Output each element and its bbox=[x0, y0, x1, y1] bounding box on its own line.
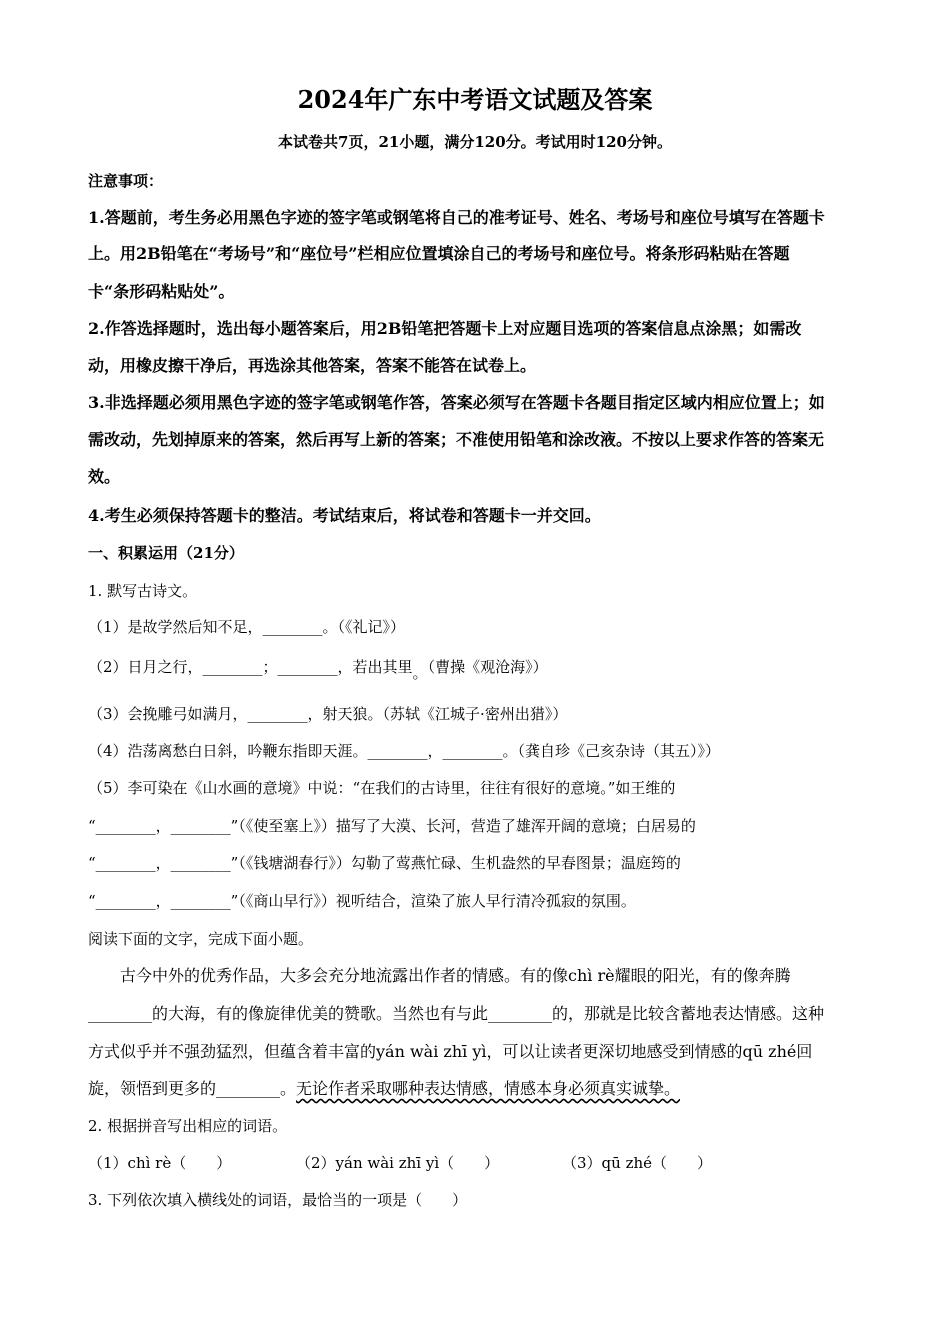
question-1-item: “________，________”（《钱塘湖春行》）勾勒了莺燕忙碌、生机盎然的早春图景；温庭筠的 bbox=[88, 854, 681, 872]
notice-line: 效。 bbox=[88, 467, 121, 486]
reading-passage-line: 方式似乎并不强劲猛烈，但蕴含着丰富的yán wài zhī yì，可以让读者更深切地感受到情感的qū zhé回 bbox=[88, 1042, 813, 1061]
page-title: 2024年广东中考语文试题及答案 bbox=[297, 85, 653, 114]
wavy-underlined-sentence: 无论作者采取哪种表达情感，情感本身必须真实诚挚。 bbox=[296, 1079, 681, 1098]
reading-passage-line: ________的大海，有的像旋律优美的赞歌。当然也有与此________的，那就是比较含蓄地表达情感。这种 bbox=[88, 1004, 825, 1023]
notice-line: 上。用2B铅笔在“考场号”和“座位号”栏相应位置填涂自己的考场号和座位号。将条形码粘贴在答题 bbox=[88, 244, 790, 263]
question-2-option: （3）qū zhé（ ） bbox=[562, 1154, 713, 1172]
passage-text: 旋，领悟到更多的________。 bbox=[88, 1079, 297, 1098]
question-1-item: “________，________”（《使至塞上》）描写了大漠、长河，营造了雄浑开阔的意境；白居易的 bbox=[88, 817, 696, 835]
notice-line: 4.考生必须保持答题卡的整洁。考试结束后，将试卷和答题卡一并交回。 bbox=[88, 506, 601, 525]
question-1-item bbox=[88, 656, 548, 682]
question-1-item: （1）是故学然后知不足，________。（《礼记》） bbox=[88, 618, 406, 636]
reading-passage-line: 古今中外的优秀作品，大多会充分地流露出作者的情感。有的像chì rè耀眼的阳光，有的像奔腾 bbox=[120, 966, 791, 985]
exam-info: 本试卷共7页，21小题，满分120分。考试用时120分钟。 bbox=[278, 133, 672, 151]
question-3-stem: 3. 下列依次填入横线处的词语，最恰当的一项是（ ） bbox=[88, 1191, 468, 1209]
notice-heading: 注意事项： bbox=[88, 172, 164, 190]
notice-line: 需改动，先划掉原来的答案，然后再写上新的答案；不准使用铅笔和涂改液。不按以上要求作答的答案无 bbox=[88, 430, 825, 449]
notice-line: 3.非选择题必须用黑色字迹的签字笔或钢笔作答，答案必须写在答题卡各题目指定区域内相应位置上；如 bbox=[88, 393, 825, 412]
question-1-item: “________，________”（《商山早行》）视听结合，渲染了旅人早行清冷孤寂的氛围。 bbox=[88, 892, 636, 910]
notice-line: 动，用橡皮擦干净后，再选涂其他答案，答案不能答在试卷上。 bbox=[88, 356, 537, 375]
question-1-stem: 1. 默写古诗文。 bbox=[88, 582, 198, 600]
reading-intro: 阅读下面的文字，完成下面小题。 bbox=[88, 930, 314, 948]
question-2-option: （1）chì rè（ ） bbox=[88, 1154, 232, 1172]
question-1-item: （5）李可染在《山水画的意境》中说：“在我们的古诗里，往往有很好的意境。”如王维的 bbox=[88, 779, 676, 797]
item-punct: 。 bbox=[412, 664, 428, 682]
notice-line: 2.作答选择题时，选出每小题答案后，用2B铅笔把答题卡上对应题目选项的答案信息点涂黑；如需改 bbox=[88, 319, 802, 338]
section-heading: 一、积累运用（21分） bbox=[88, 544, 244, 562]
notice-line: 1.答题前，考生务必用黑色字迹的签字笔或钢笔将自己的准考证号、姓名、考场号和座位号填写在答题卡 bbox=[88, 208, 825, 227]
question-1-item: （4）浩荡离愁白日斜，吟鞭东指即天涯。________，________。（龚自珍《己亥杂诗（其五）》） bbox=[88, 742, 721, 760]
question-1-item: （3）会挽雕弓如满月，________，射天狼。（苏轼《江城子·密州出猎》） bbox=[88, 705, 568, 723]
item-source: （曹操《观沧海》） bbox=[427, 658, 548, 676]
notice-line: 卡“条形码粘贴处”。 bbox=[88, 282, 235, 301]
question-2-stem: 2. 根据拼音写出相应的词语。 bbox=[88, 1117, 288, 1135]
question-2-option: （2）yán wài zhī yì（ ） bbox=[296, 1154, 500, 1172]
item-text: （2）日月之行，________；________，若出其里 bbox=[88, 658, 413, 676]
reading-passage-line bbox=[88, 1078, 680, 1100]
